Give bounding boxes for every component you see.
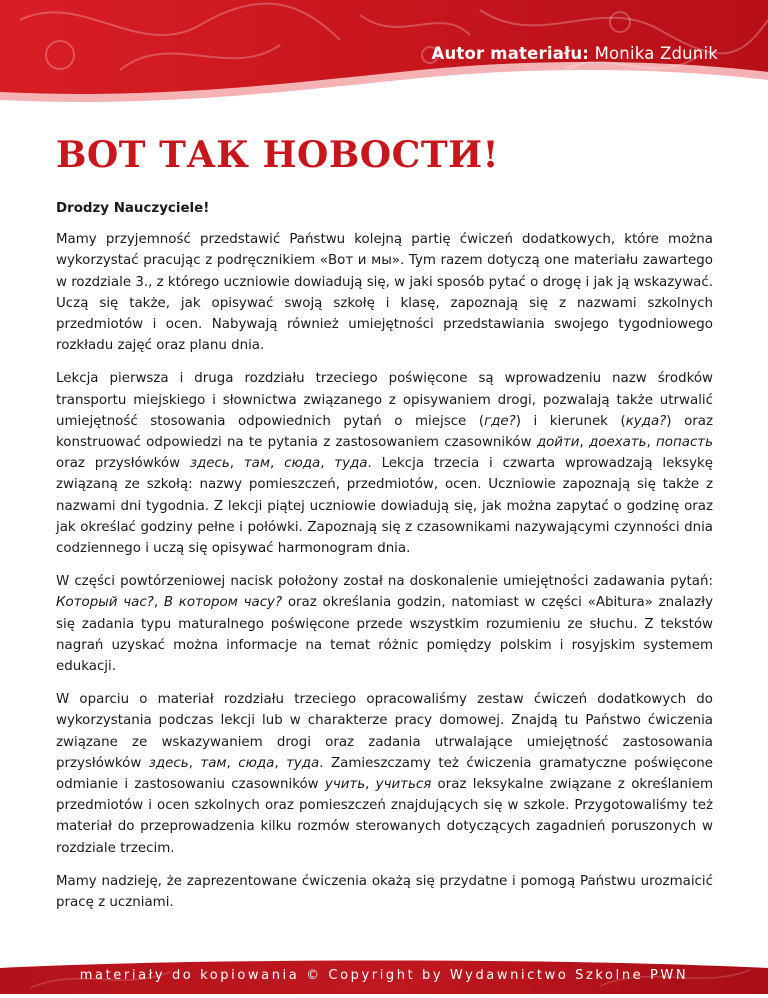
paragraph-3 — [56, 571, 713, 677]
text-run: . Lekcja trzecia i czwarta wprowadzają leksykę związaną ze szkołą: nazwy pomieszczeń, przedmiotów, ocen. Uczniowie zapoznają się także z nazwami dni tygodnia. Z lekcji piątej uczniowie dowiadują się, jak można zapytać o godzinę oraz jak określać godziny pełne i połówki. Zapoznają się z czasownikami nazywającymi czynności dnia codziennego i uczą się opisywać harmonogram dnia. — [56, 456, 714, 557]
text-run: , — [188, 755, 201, 771]
text-run: oraz leksykalne związane z określaniem przedmiotów i ocen szkolnych oraz pomieszczeń znajdujących się w szkole. Przygotowaliśmy też materiał do przeprowadzenia kilku rozmów sterowanych dotyczących zagadnień poruszonych w rozdziale trzecim. — [56, 777, 713, 856]
russian-term: туда — [334, 456, 368, 472]
text-run: W części powtórzeniowej nacisk położony został na doskonalenie umiejętności zadawania pytań: — [56, 574, 713, 590]
text-run: ) i kierunek ( — [515, 413, 626, 429]
russian-term: туда — [286, 755, 320, 771]
author-line — [431, 44, 718, 63]
paragraph-5: Mamy nadzieję, że zaprezentowane ćwiczenia okażą się przydatne i pomogą Państwu urozmaicić pracę z uczniami. — [56, 873, 713, 911]
paragraph-1: Mamy przyjemność przedstawić Państwu kolejną partię ćwiczeń dodatkowych, które można wykorzystać pracując z podręcznikiem «Вот и мы». Tym razem dotyczą one materiału zawartego w rozdziale 3., z którego uczniowie dowiadują się, w jaki sposób pytać o drogę i jak ją wskazywać. Uczą się także, jak opisywać swoją szkołę i klasę, zapoznają się z nazwami szkolnych przedmiotów i ocen. Nabywają również umiejętności przedstawiania swojego tygodniowego rozkładu zajęć oraz planu dnia. — [56, 232, 713, 354]
text-run: Lekcja pierwsza i druga rozdziału trzeciego poświęcone są wprowadzeniu nazw środków transportu miejskiego i słownictwa związanego z opisywaniem drogi, pozwalają także utrwalić umiejętność stosowania odpowiednich pytań o miejsce ( — [56, 371, 713, 429]
russian-term: В котором часу? — [163, 595, 283, 611]
greeting: Drodzy Nauczyciele! — [56, 201, 210, 216]
russian-term: здесь — [148, 755, 189, 771]
letter-body — [56, 198, 713, 925]
text-run: , — [269, 456, 285, 472]
text-run: , — [365, 777, 376, 793]
text-run: , — [320, 456, 335, 472]
header-banner — [0, 0, 768, 110]
text-run: , — [229, 456, 244, 472]
russian-term: сюда — [284, 456, 321, 472]
russian-term: дойти — [536, 435, 580, 451]
russian-term: куда? — [625, 413, 667, 429]
copyright-text: materiały do kopiowania © Copyright by Wydawnictwo Szkolne PWN — [79, 968, 689, 983]
text-run: W oparciu o materiał rozdziału trzeciego opracowaliśmy zestaw ćwiczeń dodatkowych do wykorzystania podczas lekcji lub w charakterze pracy domowej. Znajdą tu Państwo ćwiczenia związane ze wskazywaniem drogi oraz zadania utrwalające umiejętność zastosowania przysłówków — [56, 692, 713, 771]
russian-term: сюда — [238, 755, 275, 771]
author-name: Monika Zdunik — [594, 44, 718, 63]
text-run: . Zamieszczamy też ćwiczenia gramatyczne poświęcone odmianie i zastosowaniu czasowników — [56, 755, 714, 793]
russian-term: учить — [324, 777, 366, 793]
text-run: , — [646, 435, 657, 451]
page-title: ВОТ ТАК НОВОСТИ! — [56, 134, 499, 176]
author-label: Autor materiału: — [431, 44, 590, 63]
russian-term: где? — [484, 413, 516, 429]
text-run: oraz określania godzin, natomiast w części «Abitura» znalazły się zadania typu maturalnego poświęcone przede wszystkim rozumieniu ze słuchu. Z tekstów nagrań uzyskać można informacje na temat różnic pomiędzy polskim i rosyjskim systemem edukacji. — [56, 595, 714, 675]
text-run: , — [274, 755, 287, 771]
russian-term: здесь — [189, 456, 230, 472]
russian-term: учиться — [375, 777, 432, 793]
russian-term: попасть — [656, 435, 713, 451]
russian-term: там — [200, 755, 227, 771]
text-run: , — [579, 435, 589, 451]
text-run: ) oraz konstruować odpowiedzi na te pytania z zastosowaniem czasowników — [56, 413, 713, 451]
footer-banner — [0, 958, 768, 994]
russian-term: доехать — [589, 435, 647, 451]
text-run: oraz przysłówków — [56, 456, 190, 472]
paragraph-4 — [56, 689, 713, 859]
russian-term: там — [243, 456, 270, 472]
paragraph-2 — [56, 368, 713, 559]
text-run: , — [153, 595, 164, 611]
text-run: , — [226, 755, 239, 771]
russian-term: Который час? — [56, 595, 154, 611]
